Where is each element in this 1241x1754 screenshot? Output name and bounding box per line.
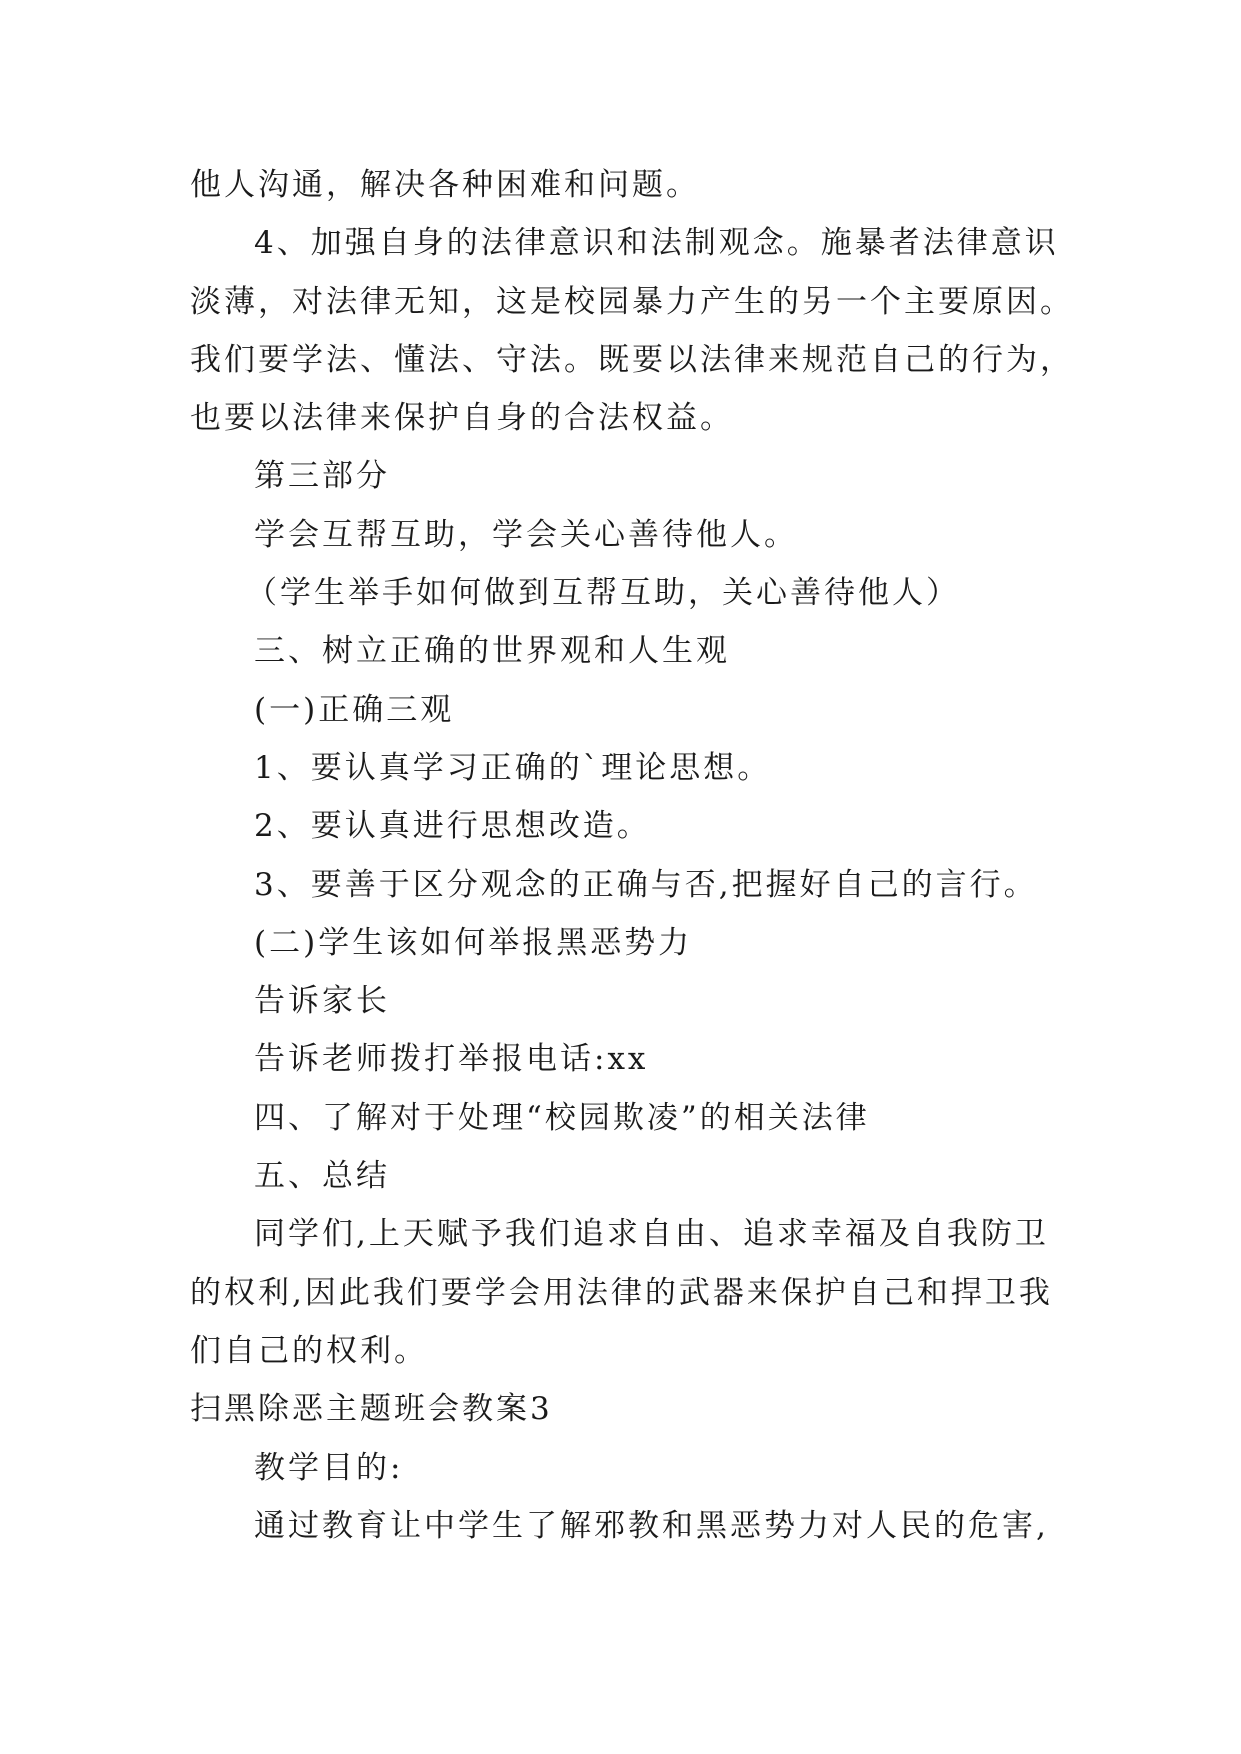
body-line: 同学们,上天赋予我们追求自由、追求幸福及自我防卫 (254, 1216, 1049, 1253)
body-line: 他人沟通，解决各种困难和问题。 (190, 167, 700, 203)
section-heading: 三、树立正确的世界观和人生观 (254, 633, 730, 670)
list-item: 2、要认真进行思想改造。 (254, 808, 651, 845)
subsection-heading: (一)正确三观 (254, 691, 455, 728)
section-heading: 五、总结 (254, 1158, 390, 1195)
body-line: 告诉家长 (254, 983, 390, 1020)
body-line: 通过教育让中学生了解邪教和黑恶势力对人民的危害, (254, 1507, 1049, 1544)
body-line: 我们要学法、懂法、守法。既要以法律来规范自己的行为， (190, 341, 1074, 378)
body-line: 学会互帮互助，学会关心善待他人。 (254, 516, 798, 553)
section-heading: 第三部分 (254, 458, 390, 495)
body-line: （学生举手如何做到互帮互助，关心善待他人） (246, 575, 960, 612)
section-heading: 教学目的: (254, 1449, 404, 1486)
body-line: 也要以法律来保护自身的合法权益。 (190, 400, 734, 437)
document-body (190, 156, 1090, 1555)
document-title: 扫黑除恶主题班会教案3 (190, 1391, 553, 1428)
list-item: 3、要善于区分观念的正确与否,把握好自己的言行。 (254, 866, 1038, 903)
body-line: 的权利,因此我们要学会用法律的武器来保护自己和捍卫我 (190, 1274, 1053, 1311)
subsection-heading: (二)学生该如何举报黑恶势力 (254, 924, 693, 961)
body-line: 4、加强自身的法律意识和法制观念。施暴者法律意识 (254, 225, 1059, 262)
list-item: 1、要认真学习正确的`理论思想。 (254, 749, 772, 786)
body-line: 们自己的权利。 (190, 1332, 428, 1369)
body-line: 告诉老师拨打举报电话:xx (254, 1041, 649, 1078)
body-line: 淡薄，对法律无知，这是校园暴力产生的另一个主要原因。 (190, 283, 1074, 320)
section-heading: 四、了解对于处理“校园欺凌”的相关法律 (254, 1099, 870, 1136)
